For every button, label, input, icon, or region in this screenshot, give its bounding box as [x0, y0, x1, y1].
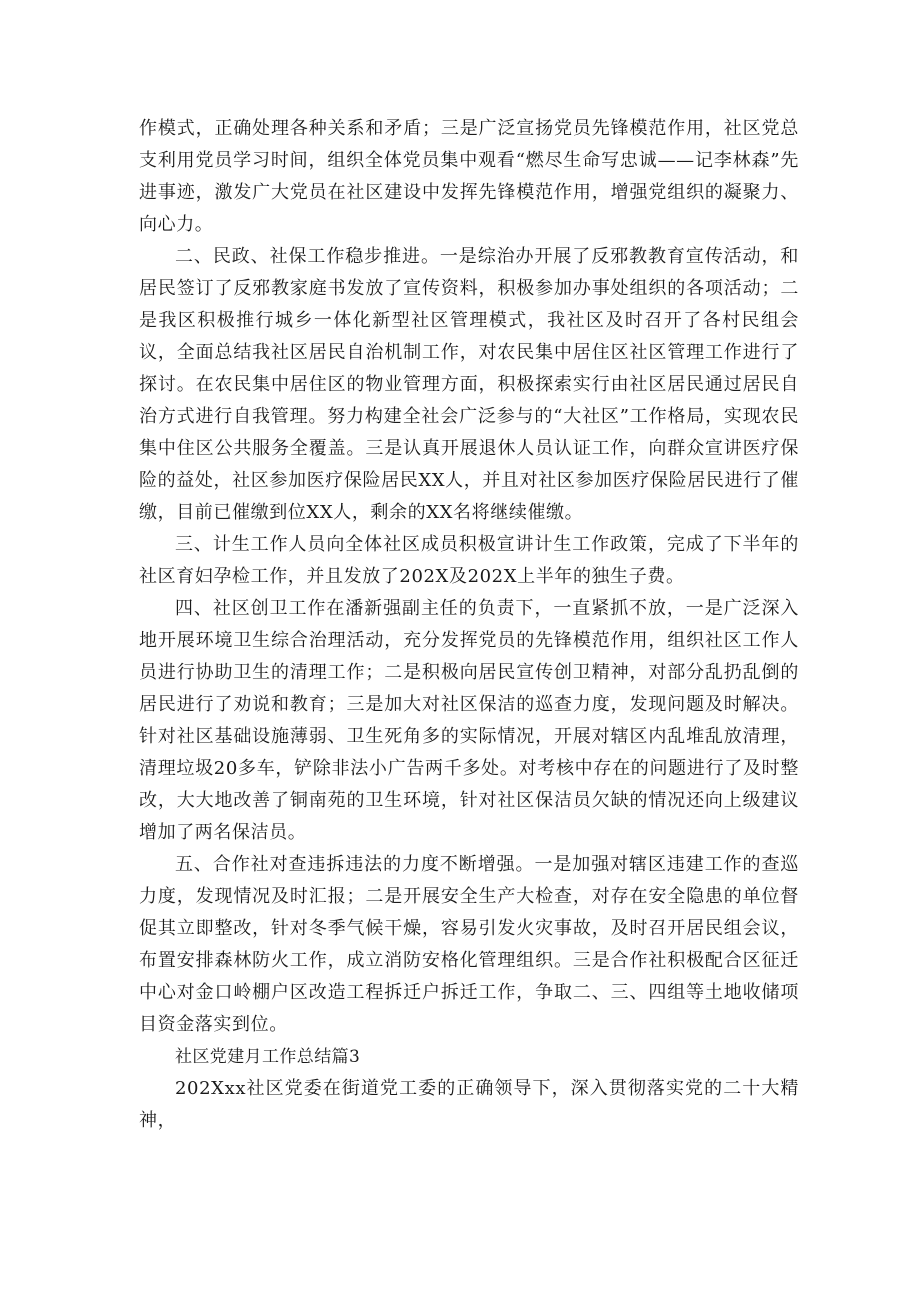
paragraph-family-planning: 三、计生工作人员向全体社区成员积极宣讲计生工作政策，完成了下半年的社区育妇孕检工作，并且发放了202X及202X上半年的独生子费。 — [139, 534, 799, 587]
paragraph-final: 202Xxx社区党委在街道党工委的正确领导下，深入贯彻落实党的二十大精神， — [139, 1078, 799, 1131]
section-title: 社区党建月工作总结篇3 — [175, 1047, 361, 1067]
paragraph-civil-affairs: 二、民政、社保工作稳步推进。一是综治办开展了反邪教教育宣传活动，和居民签订了反邪教家庭书发放了宣传资料，积极参加办事处组织的各项活动；二是我区积极推行城乡一体化新型社区管理模式，我社区及时召开了各村民组会议，全面总结我社区居民自治机制工作，对农民集中居住区社区管理工作进行了探讨。在农民集中居住区的物业管理方面，积极探索实行由社区居民通过居民自治方式进行自我管理。努力构建全社会广泛参与的“大社区”工作格局，实现农民集中住区公共服务全覆盖。三是认真开展退休人员认证工作，向群众宣讲医疗保险的益处，社区参加医疗保险居民XX人，并且对社区参加医疗保险居民进行了催缴，目前已催缴到位XX人，剩余的XX名将继续催缴。 — [139, 246, 799, 523]
paragraph-sanitation: 四、社区创卫工作在潘新强副主任的负责下，一直紧抓不放，一是广泛深入地开展环境卫生综合治理活动，充分发挥党员的先锋模范作用，组织社区工作人员进行协助卫生的清理工作；二是积极向居民宣传创卫精神，对部分乱扔乱倒的居民进行了劝说和教育；三是加大对社区保洁的巡查力度，发现问题及时解决。针对社区基础设施薄弱、卫生死角多的实际情况，开展对辖区内乱堆乱放清理，清理垃圾20多车，铲除非法小广告两千多处。对考核中存在的问题进行了及时整改，大大地改善了铜南苑的卫生环境，针对社区保洁员欠缺的情况还向上级建议增加了两名保洁员。 — [139, 598, 799, 843]
paragraph-illegal-construction: 五、合作社对查违拆违法的力度不断增强。一是加强对辖区违建工作的查巡力度，发现情况及时汇报；二是开展安全生产大检查，对存在安全隐患的单位督促其立即整改，针对冬季气候干燥，容易引发火灾事故，及时召开居民组会议，布置安排森林防火工作，成立消防安格化管理组织。三是合作社积极配合区征迁中心对金口岭棚户区改造工程拆迁户拆迁工作，争取二、三、四组等土地收储项目资金落实到位。 — [139, 854, 799, 1035]
paragraph-continuation: 作模式，正确处理各种关系和矛盾；三是广泛宣扬党员先锋模范作用，社区党总支利用党员学习时间，组织全体党员集中观看“燃尽生命写忠诚——记李林森”先进事迹，激发广大党员在社区建设中发挥先锋模范作用，增强党组织的凝聚力、向心力。 — [139, 118, 799, 235]
document-body — [139, 113, 799, 1137]
